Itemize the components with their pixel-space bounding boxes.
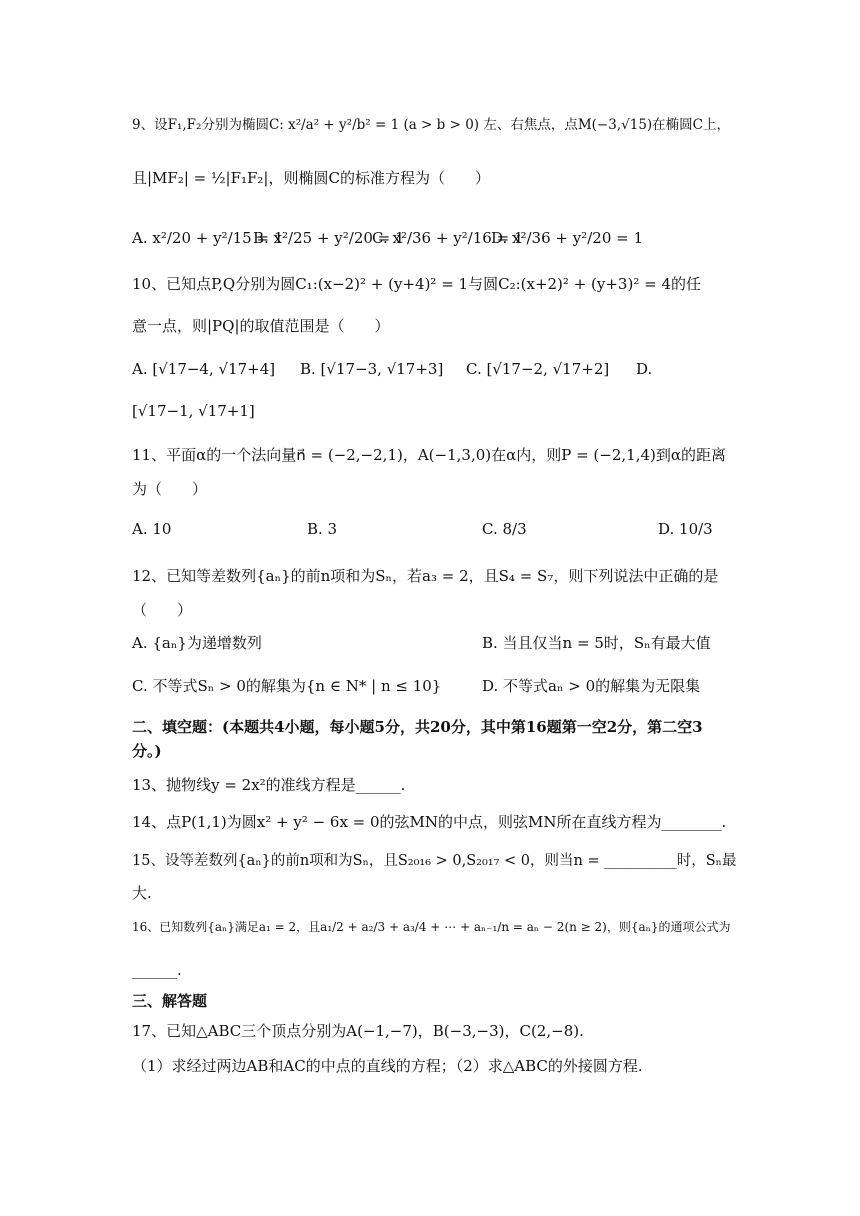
q15-stem-line2: 大. [132,884,152,902]
q11-option-a: A. 10 [132,520,172,538]
q11-option-c: C. 8/3 [482,520,527,538]
q11-option-d: D. 10/3 [658,520,713,538]
q10-stem-line2: 意一点，则|PQ|的取值范围是（ ） [132,317,390,335]
q11-option-b: B. 3 [307,520,338,538]
q11-stem-line1: 11、平面α的一个法向量n⃗ = (−2,−2,1)，A(−1,3,0)在α内，则P = (−2,1,4)到α的距离 [132,446,727,464]
q9-stem-line2: 且|MF₂| = ½|F₁F₂|，则椭圆C的标准方程为（ ） [132,169,490,187]
q12-option-c: C. 不等式Sₙ > 0的解集为{n ∈ N* | n ≤ 10} [132,677,442,695]
q12-stem-line2: （ ） [132,601,193,619]
q16-stem-line2: ______. [132,961,182,979]
q15-stem-line1: 15、设等差数列{aₙ}的前n项和为Sₙ，且S₂₀₁₆ > 0,S₂₀₁₇ < 0，则当n = __________时，Sₙ最 [132,853,737,869]
q10-option-d-label: D. [636,360,653,378]
q12-option-b: B. 当且仅当n = 5时，Sₙ有最大值 [482,634,711,652]
section-fill-in-heading-line2: 分。) [132,742,162,760]
section-fill-in-heading-line1: 二、填空题：(本题共4小题，每小题5分，共20分，其中第16题第一空2分，第二空3 [132,718,703,736]
section-answer-heading: 三、解答题 [132,992,208,1010]
q12-option-a: A. {aₙ}为递增数列 [132,634,262,652]
q10-stem-line1: 10、已知点P,Q分别为圆C₁:(x−2)² + (y+4)² = 1与圆C₂:(x+2)² + (y+3)² = 4的任 [132,275,701,293]
q9-option-d: D. x²/36 + y²/20 = 1 [491,229,644,247]
q16-stem-line1: 16、已知数列{aₙ}满足a₁ = 2，且a₁/2 + a₂/3 + a₃/4 + ⋯ + aₙ₋₁/n = aₙ − 2(n ≥ 2)，则{aₙ}的通项公式为 [132,920,731,934]
q9-option-c: C. x²/36 + y²/16 = 1 [372,229,524,247]
q10-option-c: C. [√17−2, √17+2] [466,360,610,378]
q17-stem-line2: （1）求经过两边AB和AC的中点的直线的方程；（2）求△ABC的外接圆方程. [132,1057,643,1075]
q12-option-d: D. 不等式aₙ > 0的解集为无限集 [482,677,701,695]
q14-stem: 14、点P(1,1)为圆x² + y² − 6x = 0的弦MN的中点，则弦MN所在直线方程为________. [132,813,727,831]
q12-stem-line1: 12、已知等差数列{aₙ}的前n项和为Sₙ，若a₃ = 2，且S₄ = S₇，则下列说法中正确的是 [132,567,719,585]
q9-stem-line1: 9、设F₁,F₂分别为椭圆C: x²/a² + y²/b² = 1 (a > b > 0) 左、右焦点，点M(−3,√15)在椭圆C上， [132,117,731,133]
q10-option-d-value: [√17−1, √17+1] [132,402,255,420]
q9-option-b: B. x²/25 + y²/20 = 1 [253,229,405,247]
q9-option-a: A. x²/20 + y²/15 = 1 [132,229,284,247]
q10-option-b: B. [√17−3, √17+3] [300,360,444,378]
q10-option-a: A. [√17−4, √17+4] [132,360,276,378]
q11-stem-line2: 为（ ） [132,480,208,498]
q13-stem: 13、抛物线y = 2x²的准线方程是______. [132,776,406,794]
q17-stem-line1: 17、已知△ABC三个顶点分别为A(−1,−7)，B(−3,−3)，C(2,−8). [132,1022,584,1040]
